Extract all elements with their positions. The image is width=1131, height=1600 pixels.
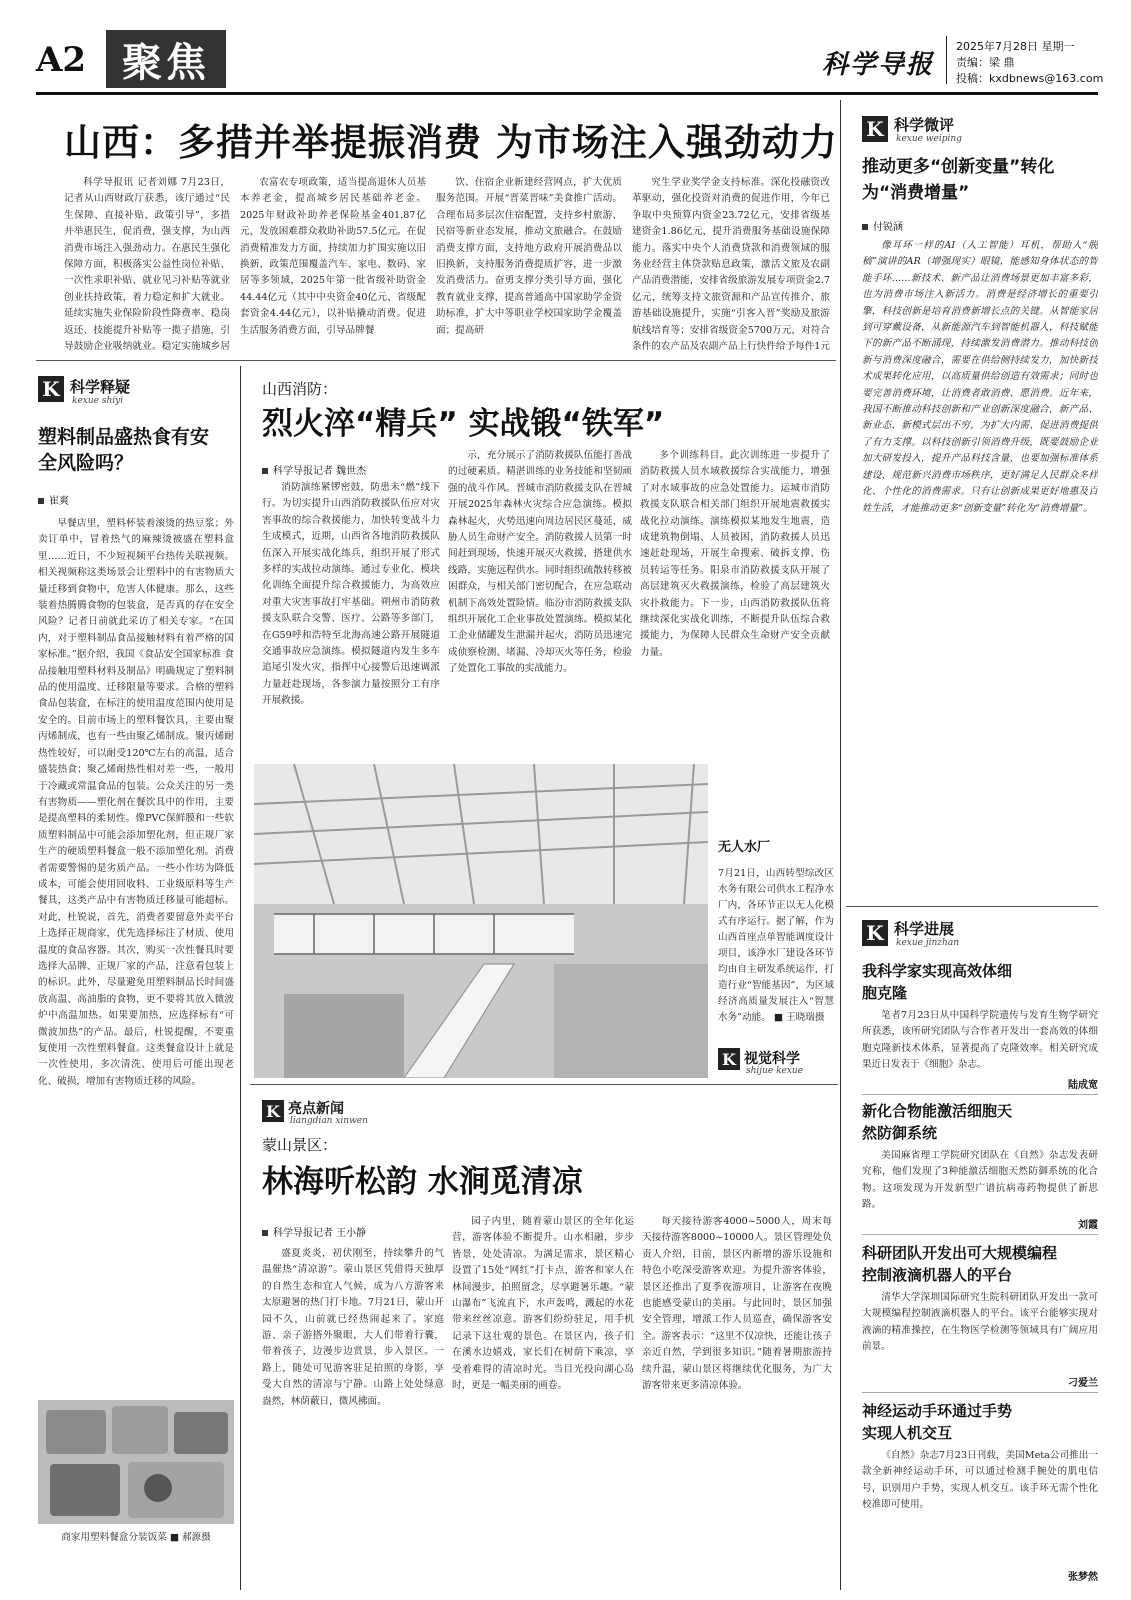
photo-caption: 商家用塑料餐盒分装饭菜 ■ 郝源摄 (61, 1532, 211, 1543)
food-container-photo (38, 1400, 234, 1524)
mengshan-col-3: 每天接待游客4000~5000人，周末每天接待游客8000~10000人。景区管理处负责人介绍，目前，景区内新增的游乐设施和特色小吃深受游客欢迎。为提升游客体验，景区还推出了夏季夜游项目，让游客在夜晚也能感受蒙山的美丽。与此同时，景区加强安全管理，增派工作人员巡查，确保游客安全。游客表示：“这里不仅凉快，还能让孩子亲近自然，学到很多知识。”随着暑期旅游持续升温，蒙山景区将继续优化服务，为广大游客带来更多清凉体验。 (642, 1216, 832, 1392)
column-name: 科学微评 (894, 116, 955, 134)
column-pinyin: kexue shiyi (72, 396, 124, 406)
column-name: 亮点新闻 (288, 1101, 344, 1117)
fire-col-2: 示，充分展示了消防救援队伍能打善战的过硬素质。精湛训练的业务技能和坚韧顽强的战斗作风。晋城市消防救援支队在晋城开展2025年森林火灾综合应急演练。模拟森林起火，火势迅速向周边居民区蔓延，威胁人员生命财产安全。消防救援人员第一时间赶到现场，快速开展灭火救援，搭建供水线路，实施远程供水。同时组织疏散转移被困群众，与相关部门密切配合，在应急联动机制下高效处置险情。临汾市消防救援支队组织开展化工企业事故处置演练。模拟某化工企业储罐发生泄漏并起火，消防员迅速完成侦察检测、堵漏、冷却灭火等任务，检验了处置化工事故的实战能力。 (448, 450, 632, 675)
food-container-image (38, 1400, 234, 1524)
water-plant-image (254, 764, 708, 1078)
fire-reporter: 科学导报记者 魏世杰 (262, 462, 366, 477)
article-body: 早餐店里，塑料杯装着滚烫的热豆浆；外卖订单中，冒着热气的麻辣烫被盛在塑料盒里……近日，不少短视频平台热传关联视频。相关视频称这类场景会让塑料中的有害物质大量迁移到食物中，危害人体健康。那么，这些装着热腾腾食物的包装盒，是否真的存在安全风险？记者日前就此采访了相关专家。“在国内，对于塑料制品食品接触材料有着严格的国家标准。”据介绍，我国《食品安全国家标准 食品接触用塑料材料及制品》明确规定了塑料制品的使用温度、迁移限量等要求。合格的塑料食品包装盒，在标注的使用温度范围内使用是安全的。目前市场上的塑料餐饮具，主要由聚丙烯制成，也有一些由聚乙烯制成。聚丙烯耐热性较好，可以耐受120℃左右的高温，适合盛装热食；聚乙烯耐热性相对差一些，一般用于冷藏或常温食品的包装。公众关注的另一类有害物质——塑化剂在餐饮具中的作用，主要是提高塑料的柔韧性。像PVC保鲜膜和一些软质塑料制品中可能会添加塑化剂，但正规厂家生产的硬质塑料餐盒一般不添加塑化剂。消费者需要警惕的是劣质产品。一些小作坊为降低成本，可能会使用回收料、工业级原料等生产餐具，这类产品中有害物质迁移量可能超标。对此，杜锐说，首先，消费者要留意外卖平台上选择正规商家，优先选择标注了材质、使用温度的食品容器。其次，购买一次性餐具时要选择大品牌、正规厂家的产品，注意看包装上的标识。此外，尽量避免用塑料制品长时间盛放高温、高油脂的食物，更不要将其放入微波炉中高温加热。如果要加热，应选择标有“可微波加热”的产品。最后，杜锐提醒，不要重复使用一次性塑料餐盒。这类餐盒设计上就是一次性使用，多次清洗、使用后可能出现老化、破损，增加有害物质迁移的风险。 (38, 518, 234, 1087)
mengshan-reporter: 科学导报记者 王小静 (262, 1224, 366, 1239)
progress-item-body: 美国麻省理工学院研究团队在《自然》杂志发表研究称，他们发现了3种能激活细胞天然防御系统的化合物。这项发现为开发新型广谱抗病毒药物提供了新思路。 (862, 1150, 1098, 1211)
water-plant-caption: 7月21日，山西转型综改区水务有限公司供水工程净水厂内，各环节正以无人化模式有序运行。据了解，作为山西首座点单智能调度设计项目，该净水厂建设各环节均由自主研发系统运作，打造行业“智能基因”，为区域经济高质量发展注入“智慧水务”动能。 ■ 王晓瑞摄 (718, 868, 834, 1023)
main-headline: 山西：多措并举提振消费 为市场注入强劲动力 (64, 121, 838, 164)
progress-item-body: 笔者7月23日从中国科学院遗传与发育生物学研究所获悉，该所研究团队与合作者开发出一套高效的体细胞克隆新技术体系，显著提高了克隆效率。相关研究成果近日发表于《细胞》杂志。 (862, 1010, 1098, 1071)
fire-kicker: 山西消防： (262, 380, 338, 398)
k-logo-icon: K (718, 1048, 740, 1070)
fire-col-3: 多个训练科目。此次训练进一步提升了消防救援人员水域救援综合实战能力，增强了对水域事故的应急处置能力。运城市消防救援支队联合相关部门组织开展地震救援实战化拉动演练。演练模拟某地发生地震，造成建筑物倒塌、人员被困，消防救援人员迅速赶赴现场，开展生命搜索、破拆支撑、伤员转运等任务。阳泉市消防救援支队开展了高层建筑灭火救援演练，检验了高层建筑火灾扑救能力。下一步，山西消防救援队伍将继续深化实战化训练，不断提升队伍综合救援能力，为保障人民群众生命财产安全贡献力量。 (640, 450, 830, 658)
column-pinyin: kexue weiping (896, 134, 962, 144)
masthead-logo: 科学导报 (822, 50, 935, 80)
comment-body: 像耳环一样的AI（人工智能）耳机，帮助人“脱稿”演讲的AR（增强现实）眼镜，能感知身体状态的智能手环……新技术、新产品让消费场景更加丰富多彩，也为消费市场注入新活力。消费是经济增长的重要引擎，科技创新是培育消费新增长点的关键。从智能家居到可穿戴设备，从新能源汽车到智能机器人，科技赋能下的新产品不断涌现，持续激发消费潜力。推动科技创新与消费深度融合，需要在供给侧持续发力，加快新技术成果转化应用，以高质量供给创造有效需求；同时也要完善消费环境，让消费者敢消费、愿消费。近年来，我国不断推动科技创新和产业创新深度融合，新产品、新业态、新模式层出不穷，为扩大内需、促进消费提供了有力支撑。以科技创新引领消费升级，既要鼓励企业加大研发投入，提升产品科技含量，也要加强标准体系建设，规范新兴消费市场秩序，更好满足人民群众多样化、个性化的消费需求。只有让创新成果更好地惠及百姓生活，才能推动更多“创新变量”转化为“消费增量”。 (862, 240, 1098, 514)
visual-science-tag: 视觉科学 (744, 1051, 800, 1067)
k-logo-icon: K (38, 376, 64, 402)
mengshan-col-2: 园子内里，随着蒙山景区的全年化运营，游客体验不断提升。山水相融，步步皆景，处处清凉。为满足需求，景区精心设置了15处“网红”打卡点，游客和家人在林间漫步，拍照留念，尽享避暑乐趣。“蒙山瀑布”飞流直下，水声轰鸣，溅起的水花带来丝丝凉意。游客们纷纷驻足，用手机记录下这壮观的景色。在景区内，孩子们在溪水边嬉戏，家长们在树荫下乘凉，享受着难得的清凉时光。当目光投向湖心岛时，更是一幅美丽的画卷。 (452, 1216, 634, 1392)
progress-item-title: 新化合物能激活细胞天然防御系统 (862, 1102, 1013, 1142)
issue-date: 2025年7月28日 星期一 (956, 40, 1075, 53)
page-number: A2 (36, 40, 87, 80)
progress-item-title: 我科学家实现高效体细胞克隆 (862, 962, 1013, 1002)
progress-item-title: 科研团队开发出可大规模编程控制液滴机器人的平台 (862, 1244, 1058, 1284)
article-author: 崔爽 (38, 492, 69, 507)
editor-line: 责编：梁 鼎 (956, 56, 1015, 69)
comment-title: 推动更多“创新变量”转化为“消费增量” (862, 157, 1055, 203)
k-logo-icon: K (262, 1100, 284, 1122)
k-logo-icon: K (862, 920, 888, 946)
comment-author: 付锐涵 (862, 218, 903, 233)
column-name: 科学释疑 (70, 378, 131, 396)
column-pinyin: kexue jinzhan (896, 938, 960, 948)
fire-headline: 烈火淬“精兵” 实战锻“铁军” (262, 406, 665, 442)
water-plant-title: 无人水厂 (718, 840, 771, 855)
fire-col-1: 消防演练紧锣密鼓，防患未“燃”线下行。为切实提升山西消防救援队伍应对灾害事故的综合救援能力，加快转变战斗力生成模式，近期，山西省各地消防救援队伍深入开展实战化练兵，组织开展了形式多样的实战拉动演练。通过专业化、模块化训练全面提升综合救援能力，为高效应对重大灾害事故打牢基础。朔州市消防救援支队联合交警、医疗、公路等多部门，在G59呼和浩特至北海高速公路开展隧道交通事故应急演练。模拟隧道内发生多车追尾引发火灾，指挥中心接警后迅速调派力量赶赴现场，各参演力量按照分工有序开展救援。 (262, 482, 440, 707)
progress-item-title: 神经运动手环通过手势实现人机交互 (862, 1402, 1013, 1442)
visual-science-pinyin: shijue kexue (746, 1066, 804, 1076)
progress-item-body: 清华大学深圳国际研究生院科研团队开发出一款可大规模编程控制液滴机器人的平台。该平台能够实现对液滴的精准操控，在生物医学检测等领域具有广阔应用前景。 (862, 1292, 1098, 1353)
mengshan-headline: 林海听松韵 水涧觅清凉 (262, 1164, 583, 1200)
article-title: 塑料制品盛热食有安全风险吗？ (38, 426, 210, 474)
k-logo-icon: K (862, 116, 888, 142)
mengshan-kicker: 蒙山景区： (262, 1136, 338, 1154)
main-col-2: 农富农专项政策，适当提高退休人员基本养老金，提高城乡居民基础养老金。2025年财政补助养老保险基金401.87亿元，发放困难群众救助补助57.5亿元。在促消费精准发力方面，持续加力扩围实施以旧换新，政策范围覆盖汽车、家电、数码、家居等多领域，2025年第一批省级补助资金44.44亿元（其中中央资金40亿元、省级配套资金4.44亿元），以补贴撬动消费。促进生活服务消费方面，引导品牌餐 (240, 177, 426, 336)
progress-item-author: 张梦然 (1068, 1572, 1098, 1583)
column-name: 科学进展 (894, 920, 955, 938)
progress-item-author: 刁爱兰 (1068, 1378, 1098, 1389)
email-line: 投稿：kxdbnews@163.com (956, 72, 1104, 85)
mengshan-col-1: 盛夏炎炎，初伏刚至，持续攀升的气温催热“清凉游”。蒙山景区凭借得天独厚的自然生态和宜人气候，成为八方游客来太原避暑的热门打卡地。7月21日，蒙山开园不久，山前就已经热闹起来了。家庭游、亲子游搭外聚眼，大人们带着行囊，带着孩子，边漫步边赏景，步入景区。一路上，随处可见游客驻足拍照的身影，享受大自然的清凉与宁静。山路上处处绿意盎然，林荫蔽日，微风拂面。 (262, 1248, 444, 1407)
progress-item-body: 《自然》杂志7月23日刊载，美国Meta公司推出一款全新神经运动手环，可以通过检测手腕处的肌电信号，识别用户手势，实现人机交互。该手环无需个性化校准即可使用。 (862, 1450, 1098, 1511)
progress-item-author: 陆成宽 (1068, 1080, 1098, 1091)
main-col-3: 饮、住宿企业新建经营网点，扩大优质服务范围。开展“晋菜晋味”美食推广活动。合理布局多层次住宿配置，支持乡村旅游、民宿等新业态发展，推动文旅融合。在鼓励消费支撑方面，支持地方政府开展消费品以旧换新，支持服务消费提质扩容，进一步激发消费活力。奋勇支撑分类引导方面，强化教育就业支撑，提高普通高中国家助学金资助标准，扩大中等职业学校国家助学金覆盖面；提高研 (436, 177, 622, 336)
water-plant-photo (254, 764, 708, 1078)
main-col-4: 究生学业奖学金支持标准。深化投融资改革驱动，强化投资对消费的促进作用，今年已争取中央预算内资金23.72亿元，安排省级基建资金1.86亿元，提升消费服务基础设施保障能力。落实中央个人消费贷款和消费领域的服务业经营主体贷款贴息政策，激活文旅及农副产品消费潜能，安排省级旅游发展专项资金2.7亿元，统筹支持文旅资源和产品宣传推介、旅游基础设施提升，实施“引客入晋”奖励及旅游航线培育等；安排省级资金5700万元，对符合条件的农产品及农副产品上行快件给予每件1元 (632, 177, 830, 353)
column-pinyin: liangdian xinwen (290, 1116, 368, 1126)
progress-item-author: 刘霞 (1078, 1220, 1098, 1231)
main-col-1: 科学导报讯 记者刘娜 7月23日，记者从山西财政厅获悉，该厅通过“民生保障、直接补贴、政策引导”，多措并举惠民生，促消费，强支撑，为山西消费市场注入强劲动力。在惠民生强化保障方面，积极落实公益性岗位补贴、一次性求职补贴、就业见习补贴等就业创业扶持政策，着力稳定和扩大就业。延续实施失业保险阶段性降费率、稳岗返还、技能提升补贴等一揽子措施，引导鼓励企业吸纳就业。稳定实施城乡居 (64, 177, 230, 353)
section-tag: 聚焦 (106, 30, 226, 88)
